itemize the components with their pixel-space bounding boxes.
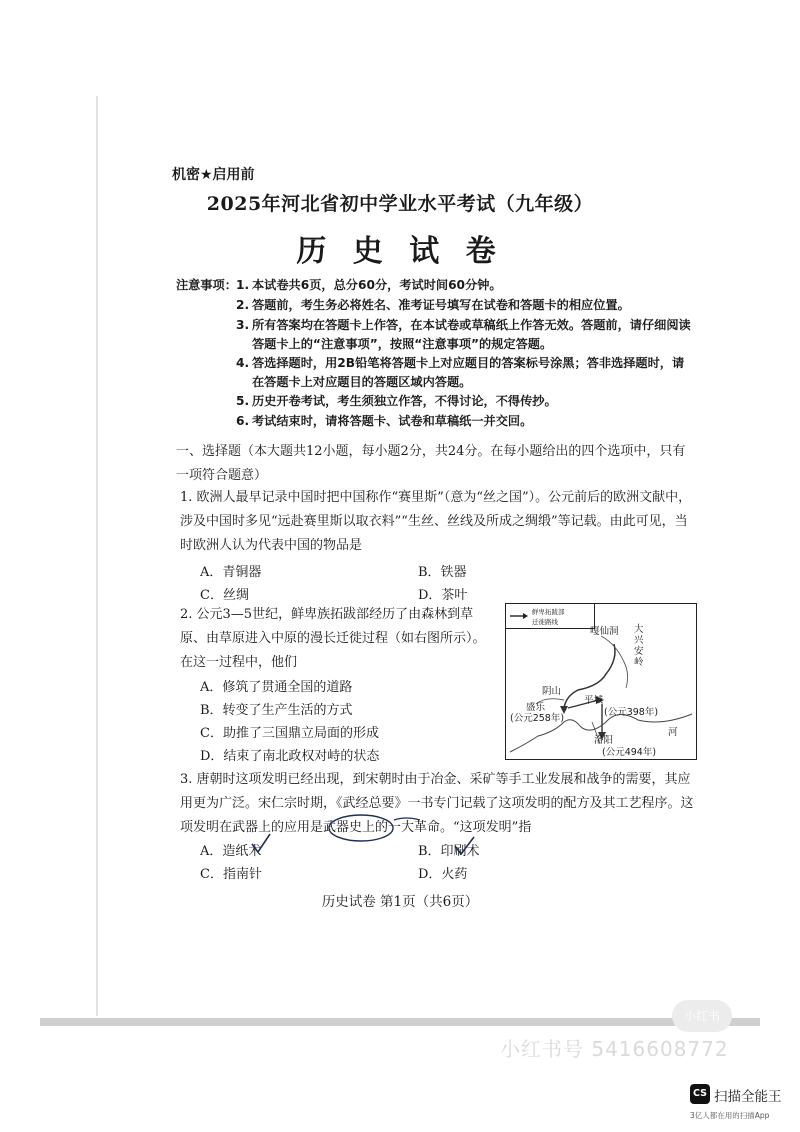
instruction-item [236, 276, 696, 295]
question-2-option-a: A．修筑了贯通全国的道路 [200, 680, 353, 695]
question-2-option-c: C．助推了三国鼎立局面的形成 [200, 726, 379, 741]
instruction-text: 答题前，考生务必将姓名、准考证号填写在试卷和答题卡的相应位置。 [252, 298, 630, 312]
camscanner-logo: CS [690, 1084, 710, 1104]
scan-border [40, 1018, 760, 1026]
question-3-option-c: C．指南针 [200, 867, 262, 882]
map-label-shengle-year: (公元258年) [510, 713, 565, 724]
migration-map [505, 603, 697, 760]
instruction-number: 5. [236, 394, 250, 408]
question-1-stem: 1. 欧洲人最早记录中国时把中国称作“赛里斯”（意为“丝之国”）。公元前后的欧洲文献中，涉及中国时多见“远赴赛里斯以取衣料”“生丝、丝线及所成之绸缎”等记载。由此可见，当时欧洲人认为代表中国的物品是 [180, 490, 692, 553]
instruction-text: 历史开卷考试，考生须独立作答，不得讨论，不得传抄。 [252, 394, 557, 408]
map-label-river: 河 [668, 727, 678, 738]
camscanner-name: 扫描全能王 [714, 1089, 782, 1105]
instruction-number: 3. [236, 318, 250, 332]
question-2-option-b: B．转变了生产生活的方式 [200, 703, 353, 718]
section-heading: 一、选择题（本大题共12小题，每小题2分，共24分。在每小题给出的四个选项中，只有一项符合题意） [176, 444, 686, 483]
instruction-number: 6. [236, 414, 250, 428]
instruction-number: 2. [236, 298, 250, 312]
check-mark-icon [452, 834, 478, 858]
instruction-item [236, 296, 696, 315]
instruction-number: 4. [236, 356, 250, 370]
instruction-text: 所有答案均在答题卡上作答，在本试卷或草稿纸上作答无效。答题前，请仔细阅读答题卡上的“注意事项”，按照“注意事项”的规定答题。 [252, 318, 691, 351]
question-3-stem: 3. 唐朝时这项发明已经出现，到宋朝时由于冶金、采矿等手工业发展和战争的需要，其应用更为广泛。宋仁宗时期，《武经总要》一书专门记载了这项发明的配方及其工艺程序。这项发明在武器上的应用是武器史上的一大革命。“这项发明”指 [180, 772, 694, 835]
question-1-option-d: D．茶叶 [418, 588, 468, 603]
question-3-option-d: D．火药 [418, 867, 468, 882]
page-footer: 历史试卷 第1页（共6页） [321, 894, 479, 910]
instruction-number: 1. [236, 278, 250, 292]
instruction-item [236, 316, 696, 354]
exam-subject: 历 史 试 卷 [296, 234, 504, 269]
legend-line1: 鲜卑拓跋部 [532, 608, 565, 616]
question-2-option-d: D．结束了南北政权对峙的状态 [200, 749, 380, 764]
question-1-option-c: C．丝绸 [200, 588, 249, 603]
exam-title: 2025年河北省初中学业水平考试（九年级） [206, 193, 594, 215]
camscanner-tagline: 3亿人都在用的扫描App [690, 1111, 770, 1120]
map-label-yinshan: 阴山 [542, 686, 562, 697]
instruction-item [236, 392, 696, 411]
question-1-option-b: B．铁器 [418, 565, 467, 580]
question-1-option-a: A．青铜器 [200, 565, 262, 580]
map-label-gaxiandong: 嘎仙洞 [590, 626, 619, 637]
instructions-lead: 注意事项： [176, 278, 237, 292]
instruction-item [236, 412, 696, 431]
instruction-text: 答选择题时，用2B铅笔将答题卡上对应题目的答案标号涂黑；答非选择题时，请在答题卡上对应题目的答题区域内答题。 [252, 356, 685, 389]
check-mark-icon [248, 832, 274, 858]
watermark-text: 小红书号 5416608772 [500, 1037, 729, 1061]
watermark-badge: 小红书 [672, 1000, 732, 1032]
map-label-luoyang: 洛阳 [594, 735, 614, 746]
map-label-pingcheng: 平城 [584, 695, 604, 706]
map-label-luoyang-year: (公元494年) [602, 747, 657, 758]
question-2-stem: 2. 公元3—5世纪，鲜卑族拓跋部经历了由森林到草原、由草原进入中原的漫长迁徙过程（如右图所示）。在这一过程中，他们 [180, 607, 486, 670]
map-label-shengle: 盛乐 [526, 702, 546, 713]
instruction-text: 本试卷共6页，总分60分，考试时间60分钟。 [252, 278, 502, 292]
instruction-text: 考试结束时，请将答题卡、试卷和草稿纸一并交回。 [252, 414, 533, 428]
legend-line2: 迁徙路线 [532, 618, 558, 626]
instruction-item [236, 354, 696, 392]
question-3-option-b: B．印刷术 [418, 844, 480, 859]
pen-circle-mark [326, 812, 396, 844]
map-label-pingcheng-year: (公元398年) [604, 707, 659, 718]
question-3-option-a: A．造纸术 [200, 844, 262, 859]
confidential-mark: 机密★启用前 [172, 167, 255, 183]
map-label-daxinganling: 大兴安岭 [634, 624, 644, 668]
pen-underline-mark [392, 814, 422, 824]
